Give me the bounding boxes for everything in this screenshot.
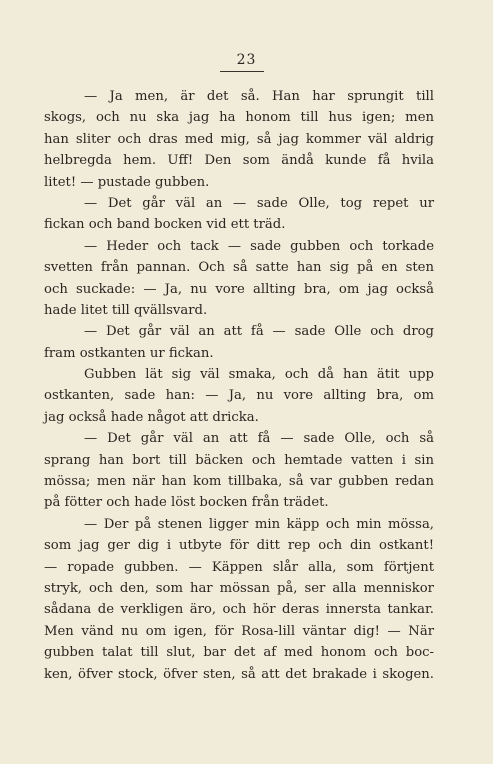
body-text <box>44 86 434 685</box>
text-line: som jag ger dig i utbyte för ditt rep och din ostkant! <box>44 538 434 554</box>
text-line: gubben talat till slut, bar det af med honom och boc- <box>44 645 434 661</box>
text-line: jag också hade något att dricka. <box>44 409 259 425</box>
text-line: svetten från pannan. Och så satte han sig på en sten <box>44 260 434 276</box>
text-line: litet! — pustade gubben. <box>44 174 210 190</box>
text-line: stryk, och den, som har mössan på, ser alla menniskor <box>44 580 434 596</box>
text-line: — Det går väl an — sade Olle, tog repet ur <box>84 195 434 211</box>
text-line: han sliter och dras med mig, så jag kommer väl aldrig <box>44 131 434 147</box>
text-line: — Det går väl an att få — sade Olle och drog <box>84 324 434 340</box>
text-line: sådana de verkligen äro, och hör deras innersta tankar. <box>44 602 434 618</box>
text-line: — Heder och tack — sade gubben och torkade <box>84 238 434 254</box>
text-line: — ropade gubben. — Käppen slår alla, som förtjent <box>44 559 434 575</box>
text-line: Gubben lät sig väl smaka, och då han ätit upp <box>84 367 434 383</box>
text-line: hade litet till qvällsvard. <box>44 302 208 318</box>
text-line: fickan och band bocken vid ett träd. <box>44 217 286 233</box>
text-line: skogs, och nu ska jag ha honom till hus igen; men <box>44 110 434 126</box>
header-rule <box>220 71 264 72</box>
text-line: sprang han bort till bäcken och hemtade vatten i sin <box>44 452 434 468</box>
text-line: ostkanten, sade han: — Ja, nu vore allting bra, om <box>44 388 434 404</box>
text-line: på fötter och hade löst bocken från trädet. <box>44 495 329 511</box>
text-line: mössa; men när han kom tillbaka, så var gubben redan <box>44 474 434 490</box>
text-line: — Ja men, är det så. Han har sprungit till <box>84 89 434 104</box>
text-line: och suckade: — Ja, nu vore allting bra, om jag också <box>44 281 434 297</box>
text-line: — Det går väl an att få — sade Olle, och så <box>84 431 434 447</box>
text-line: Men vänd nu om igen, för Rosa-lill väntar dig! — När <box>44 623 434 639</box>
text-line: ken, öfver stock, öfver sten, så att det brakade i skogen. <box>44 666 434 682</box>
text-line: fram ostkanten ur fickan. <box>44 345 214 361</box>
text-line: — Der på stenen ligger min käpp och min mössa, <box>84 516 434 532</box>
text-line: helbregda hem. Uff! Den som ändå kunde få hvila <box>44 153 434 169</box>
page-number: 23 <box>236 52 257 68</box>
